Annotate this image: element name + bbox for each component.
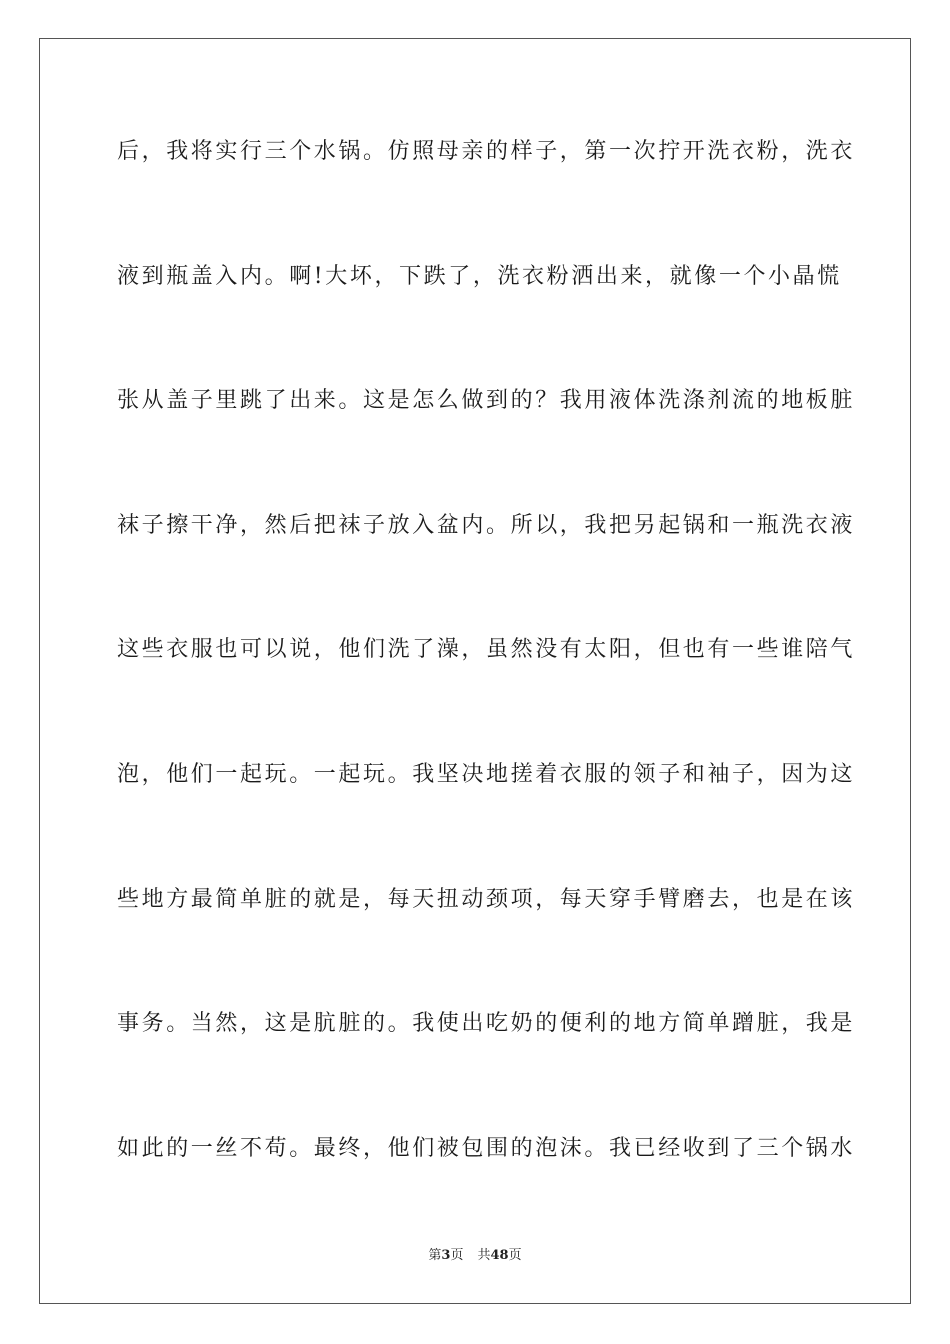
text-line: 后，我将实行三个水锅。仿照母亲的样子，第一次拧开洗衣粉，洗衣 [117,139,856,164]
text-line: 这些衣服也可以说，他们洗了澡，虽然没有太阳，但也有一些谁陪气 [117,637,856,663]
page-number: 3 [441,1248,451,1263]
page-prefix: 第 [428,1248,442,1263]
total-suffix: 页 [508,1248,522,1263]
page-suffix: 页 [450,1248,464,1263]
text-line: 液到瓶盖入内。啊!大坏，下跌了，洗衣粉洒出来，就像一个小晶慌 [117,263,842,289]
document-body [117,127,856,1248]
text-line: 些地方最简单脏的就是，每天扭动颈项，每天穿手臂磨去，也是在该 [117,886,856,912]
text-line: 泡，他们一起玩。一起玩。我坚决地搓着衣服的领子和袖子，因为这 [117,761,856,787]
total-pages: 48 [490,1248,509,1263]
text-line: 袜子擦干净，然后把袜子放入盆内。所以，我把另起锅和一瓶洗衣液 [117,512,856,538]
page-footer [0,1247,950,1265]
text-line: 如此的一丝不苟。最终，他们被包围的泡沫。我已经收到了三个锅水 [117,1135,856,1161]
text-line: 事务。当然，这是肮脏的。我使出吃奶的便利的地方简单蹭脏，我是 [117,1011,856,1037]
total-prefix: 共 [477,1248,491,1263]
text-line: 张从盖子里跳了出来。这是怎么做到的？我用液体洗涤剂流的地板脏 [117,388,856,414]
